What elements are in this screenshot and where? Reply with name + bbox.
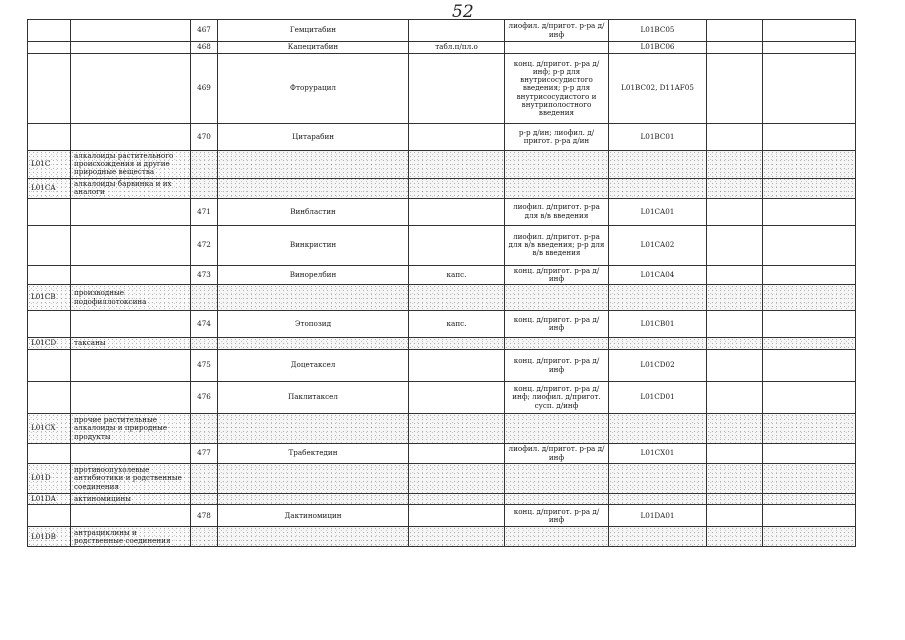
- row-number-cell: 468: [191, 42, 218, 54]
- empty-cell: [707, 505, 763, 527]
- atc-code-cell: L01CA02: [609, 225, 707, 265]
- group-name-cell: [71, 42, 191, 54]
- drug-row: [28, 54, 856, 124]
- atc-group-code-cell: [28, 20, 71, 42]
- row-number-cell: [191, 414, 218, 444]
- drug-row: [28, 382, 856, 414]
- atc-group-code-cell: L01C: [28, 151, 71, 179]
- group-name-cell: [71, 225, 191, 265]
- group-name-cell: [71, 382, 191, 414]
- row-number-cell: [191, 464, 218, 494]
- atc-group-code-cell: [28, 42, 71, 54]
- medication-table: [27, 19, 856, 547]
- row-number-cell: [191, 285, 218, 311]
- empty-cell: [763, 464, 856, 494]
- category-row: [28, 464, 856, 494]
- row-number-cell: 469: [191, 54, 218, 124]
- release-form-cell: конц. д/пригот. р-ра д/инф; лиофил. д/пригот. сусп. д/инф: [505, 382, 609, 414]
- release-form-cell: конц. д/пригот. р-ра д/инф: [505, 350, 609, 382]
- atc-group-code-cell: [28, 265, 71, 284]
- drug-row: [28, 311, 856, 338]
- drug-name-cell: [218, 464, 409, 494]
- empty-cell: [707, 225, 763, 265]
- drug-row: [28, 124, 856, 151]
- atc-group-code-cell: [28, 54, 71, 124]
- release-form-cell: [505, 414, 609, 444]
- category-row: [28, 338, 856, 350]
- dosage-form-cell: капс.: [409, 265, 505, 284]
- row-number-cell: 474: [191, 311, 218, 338]
- row-number-cell: 470: [191, 124, 218, 151]
- group-name-cell: [71, 198, 191, 225]
- release-form-cell: [505, 178, 609, 198]
- empty-cell: [707, 151, 763, 179]
- empty-cell: [707, 382, 763, 414]
- empty-cell: [707, 265, 763, 284]
- empty-cell: [763, 311, 856, 338]
- row-number-cell: [191, 494, 218, 505]
- release-form-cell: [505, 285, 609, 311]
- group-name-cell: таксаны: [71, 338, 191, 350]
- row-number-cell: 472: [191, 225, 218, 265]
- atc-group-code-cell: L01DB: [28, 527, 71, 547]
- group-name-cell: [71, 350, 191, 382]
- row-number-cell: [191, 527, 218, 547]
- release-form-cell: конц. д/пригот. р-ра д/инф: [505, 311, 609, 338]
- atc-group-code-cell: [28, 444, 71, 464]
- drug-name-cell: Гемцитабин: [218, 20, 409, 42]
- atc-group-code-cell: [28, 124, 71, 151]
- dosage-form-cell: [409, 124, 505, 151]
- empty-cell: [763, 285, 856, 311]
- drug-row: [28, 42, 856, 54]
- row-number-cell: [191, 178, 218, 198]
- atc-group-code-cell: L01CA: [28, 178, 71, 198]
- dosage-form-cell: [409, 178, 505, 198]
- atc-group-code-cell: [28, 505, 71, 527]
- atc-code-cell: L01BC02, D11AF05: [609, 54, 707, 124]
- drug-name-cell: [218, 527, 409, 547]
- dosage-form-cell: [409, 338, 505, 350]
- row-number-cell: [191, 151, 218, 179]
- group-name-cell: [71, 311, 191, 338]
- drug-row: [28, 225, 856, 265]
- row-number-cell: 476: [191, 382, 218, 414]
- atc-code-cell: [609, 151, 707, 179]
- drug-name-cell: [218, 178, 409, 198]
- drug-name-cell: [218, 338, 409, 350]
- empty-cell: [763, 444, 856, 464]
- atc-code-cell: [609, 494, 707, 505]
- empty-cell: [707, 178, 763, 198]
- release-form-cell: конц. д/пригот. р-ра д/инф; р-р для внутрисосудистого введения; р-р для внутрисосудистого и внутриполостного введения: [505, 54, 609, 124]
- group-name-cell: производные подофиллотоксина: [71, 285, 191, 311]
- category-row: [28, 285, 856, 311]
- page-number: 52: [452, 2, 474, 22]
- drug-name-cell: [218, 285, 409, 311]
- drug-name-cell: [218, 414, 409, 444]
- atc-code-cell: L01BC01: [609, 124, 707, 151]
- drug-name-cell: Капецитабин: [218, 42, 409, 54]
- dosage-form-cell: [409, 414, 505, 444]
- drug-row: [28, 198, 856, 225]
- empty-cell: [763, 124, 856, 151]
- atc-code-cell: [609, 464, 707, 494]
- empty-cell: [707, 198, 763, 225]
- atc-group-code-cell: L01D: [28, 464, 71, 494]
- atc-code-cell: [609, 178, 707, 198]
- row-number-cell: 475: [191, 350, 218, 382]
- release-form-cell: лиофил. д/пригот. р-ра для в/в введения: [505, 198, 609, 225]
- drug-name-cell: Винкристин: [218, 225, 409, 265]
- dosage-form-cell: [409, 20, 505, 42]
- category-row: [28, 414, 856, 444]
- empty-cell: [707, 42, 763, 54]
- atc-code-cell: [609, 338, 707, 350]
- row-number-cell: 473: [191, 265, 218, 284]
- release-form-cell: конц. д/пригот. р-ра д/инф: [505, 505, 609, 527]
- atc-code-cell: L01BC06: [609, 42, 707, 54]
- empty-cell: [707, 414, 763, 444]
- drug-row: [28, 505, 856, 527]
- group-name-cell: [71, 444, 191, 464]
- empty-cell: [707, 311, 763, 338]
- empty-cell: [763, 414, 856, 444]
- dosage-form-cell: [409, 464, 505, 494]
- category-row: [28, 494, 856, 505]
- empty-cell: [763, 265, 856, 284]
- release-form-cell: конц. д/пригот. р-ра д/инф: [505, 265, 609, 284]
- drug-row: [28, 20, 856, 42]
- atc-group-code-cell: L01CX: [28, 414, 71, 444]
- dosage-form-cell: [409, 382, 505, 414]
- atc-code-cell: [609, 414, 707, 444]
- drug-name-cell: Дактиномицин: [218, 505, 409, 527]
- group-name-cell: алкалоиды барвинка и их аналоги: [71, 178, 191, 198]
- atc-code-cell: L01CB01: [609, 311, 707, 338]
- release-form-cell: р-р д/ин; лиофил. д/пригот. р-ра д/ин: [505, 124, 609, 151]
- atc-group-code-cell: [28, 225, 71, 265]
- dosage-form-cell: [409, 494, 505, 505]
- release-form-cell: лиофил. д/пригот. р-ра для в/в введения; р-р для в/в введения: [505, 225, 609, 265]
- dosage-form-cell: табл.п/пл.о: [409, 42, 505, 54]
- atc-code-cell: [609, 527, 707, 547]
- empty-cell: [763, 20, 856, 42]
- release-form-cell: [505, 464, 609, 494]
- drug-name-cell: Фторурацил: [218, 54, 409, 124]
- group-name-cell: [71, 505, 191, 527]
- release-form-cell: лиофил. д/пригот. р-ра д/инф: [505, 20, 609, 42]
- group-name-cell: противоопухолевые антибиотики и родственные соединения: [71, 464, 191, 494]
- group-name-cell: [71, 20, 191, 42]
- drug-name-cell: [218, 494, 409, 505]
- drug-name-cell: Винбластин: [218, 198, 409, 225]
- empty-cell: [763, 505, 856, 527]
- table-body: [28, 20, 856, 547]
- empty-cell: [707, 350, 763, 382]
- drug-name-cell: Этопозид: [218, 311, 409, 338]
- dosage-form-cell: [409, 151, 505, 179]
- drug-name-cell: Доцетаксел: [218, 350, 409, 382]
- atc-group-code-cell: [28, 198, 71, 225]
- empty-cell: [763, 382, 856, 414]
- empty-cell: [763, 151, 856, 179]
- empty-cell: [763, 494, 856, 505]
- atc-group-code-cell: L01DA: [28, 494, 71, 505]
- atc-code-cell: L01CA01: [609, 198, 707, 225]
- group-name-cell: антрациклины и родственные соединения: [71, 527, 191, 547]
- empty-cell: [763, 338, 856, 350]
- category-row: [28, 178, 856, 198]
- group-name-cell: прочие растительные алкалоиды и природные продукты: [71, 414, 191, 444]
- atc-code-cell: L01CA04: [609, 265, 707, 284]
- empty-cell: [763, 225, 856, 265]
- atc-code-cell: L01CD01: [609, 382, 707, 414]
- empty-cell: [763, 178, 856, 198]
- dosage-form-cell: [409, 54, 505, 124]
- drug-name-cell: Цитарабин: [218, 124, 409, 151]
- atc-code-cell: [609, 285, 707, 311]
- empty-cell: [763, 54, 856, 124]
- dosage-form-cell: [409, 444, 505, 464]
- atc-group-code-cell: [28, 382, 71, 414]
- empty-cell: [707, 444, 763, 464]
- dosage-form-cell: капс.: [409, 311, 505, 338]
- release-form-cell: [505, 338, 609, 350]
- atc-group-code-cell: L01CB: [28, 285, 71, 311]
- atc-group-code-cell: L01CD: [28, 338, 71, 350]
- empty-cell: [707, 464, 763, 494]
- empty-cell: [763, 527, 856, 547]
- atc-code-cell: L01BC05: [609, 20, 707, 42]
- dosage-form-cell: [409, 225, 505, 265]
- atc-code-cell: L01CX01: [609, 444, 707, 464]
- drug-row: [28, 444, 856, 464]
- release-form-cell: [505, 151, 609, 179]
- group-name-cell: алкалоиды растительного происхождения и другие природные вещества: [71, 151, 191, 179]
- empty-cell: [707, 54, 763, 124]
- release-form-cell: [505, 527, 609, 547]
- row-number-cell: 477: [191, 444, 218, 464]
- empty-cell: [707, 285, 763, 311]
- release-form-cell: лиофил. д/пригот. р-ра д/инф: [505, 444, 609, 464]
- dosage-form-cell: [409, 285, 505, 311]
- empty-cell: [707, 527, 763, 547]
- drug-name-cell: Винорелбин: [218, 265, 409, 284]
- group-name-cell: [71, 54, 191, 124]
- drug-row: [28, 265, 856, 284]
- atc-group-code-cell: [28, 311, 71, 338]
- empty-cell: [707, 20, 763, 42]
- row-number-cell: 471: [191, 198, 218, 225]
- release-form-cell: [505, 494, 609, 505]
- row-number-cell: 467: [191, 20, 218, 42]
- group-name-cell: [71, 124, 191, 151]
- dosage-form-cell: [409, 527, 505, 547]
- dosage-form-cell: [409, 505, 505, 527]
- empty-cell: [763, 42, 856, 54]
- empty-cell: [707, 338, 763, 350]
- drug-name-cell: Трабектедин: [218, 444, 409, 464]
- drug-name-cell: Паклитаксел: [218, 382, 409, 414]
- empty-cell: [763, 198, 856, 225]
- group-name-cell: [71, 265, 191, 284]
- atc-code-cell: L01DA01: [609, 505, 707, 527]
- empty-cell: [707, 494, 763, 505]
- group-name-cell: актиномицины: [71, 494, 191, 505]
- drug-name-cell: [218, 151, 409, 179]
- row-number-cell: 478: [191, 505, 218, 527]
- row-number-cell: [191, 338, 218, 350]
- dosage-form-cell: [409, 198, 505, 225]
- atc-code-cell: L01CD02: [609, 350, 707, 382]
- empty-cell: [707, 124, 763, 151]
- dosage-form-cell: [409, 350, 505, 382]
- empty-cell: [763, 350, 856, 382]
- drug-row: [28, 350, 856, 382]
- atc-group-code-cell: [28, 350, 71, 382]
- category-row: [28, 151, 856, 179]
- release-form-cell: [505, 42, 609, 54]
- category-row: [28, 527, 856, 547]
